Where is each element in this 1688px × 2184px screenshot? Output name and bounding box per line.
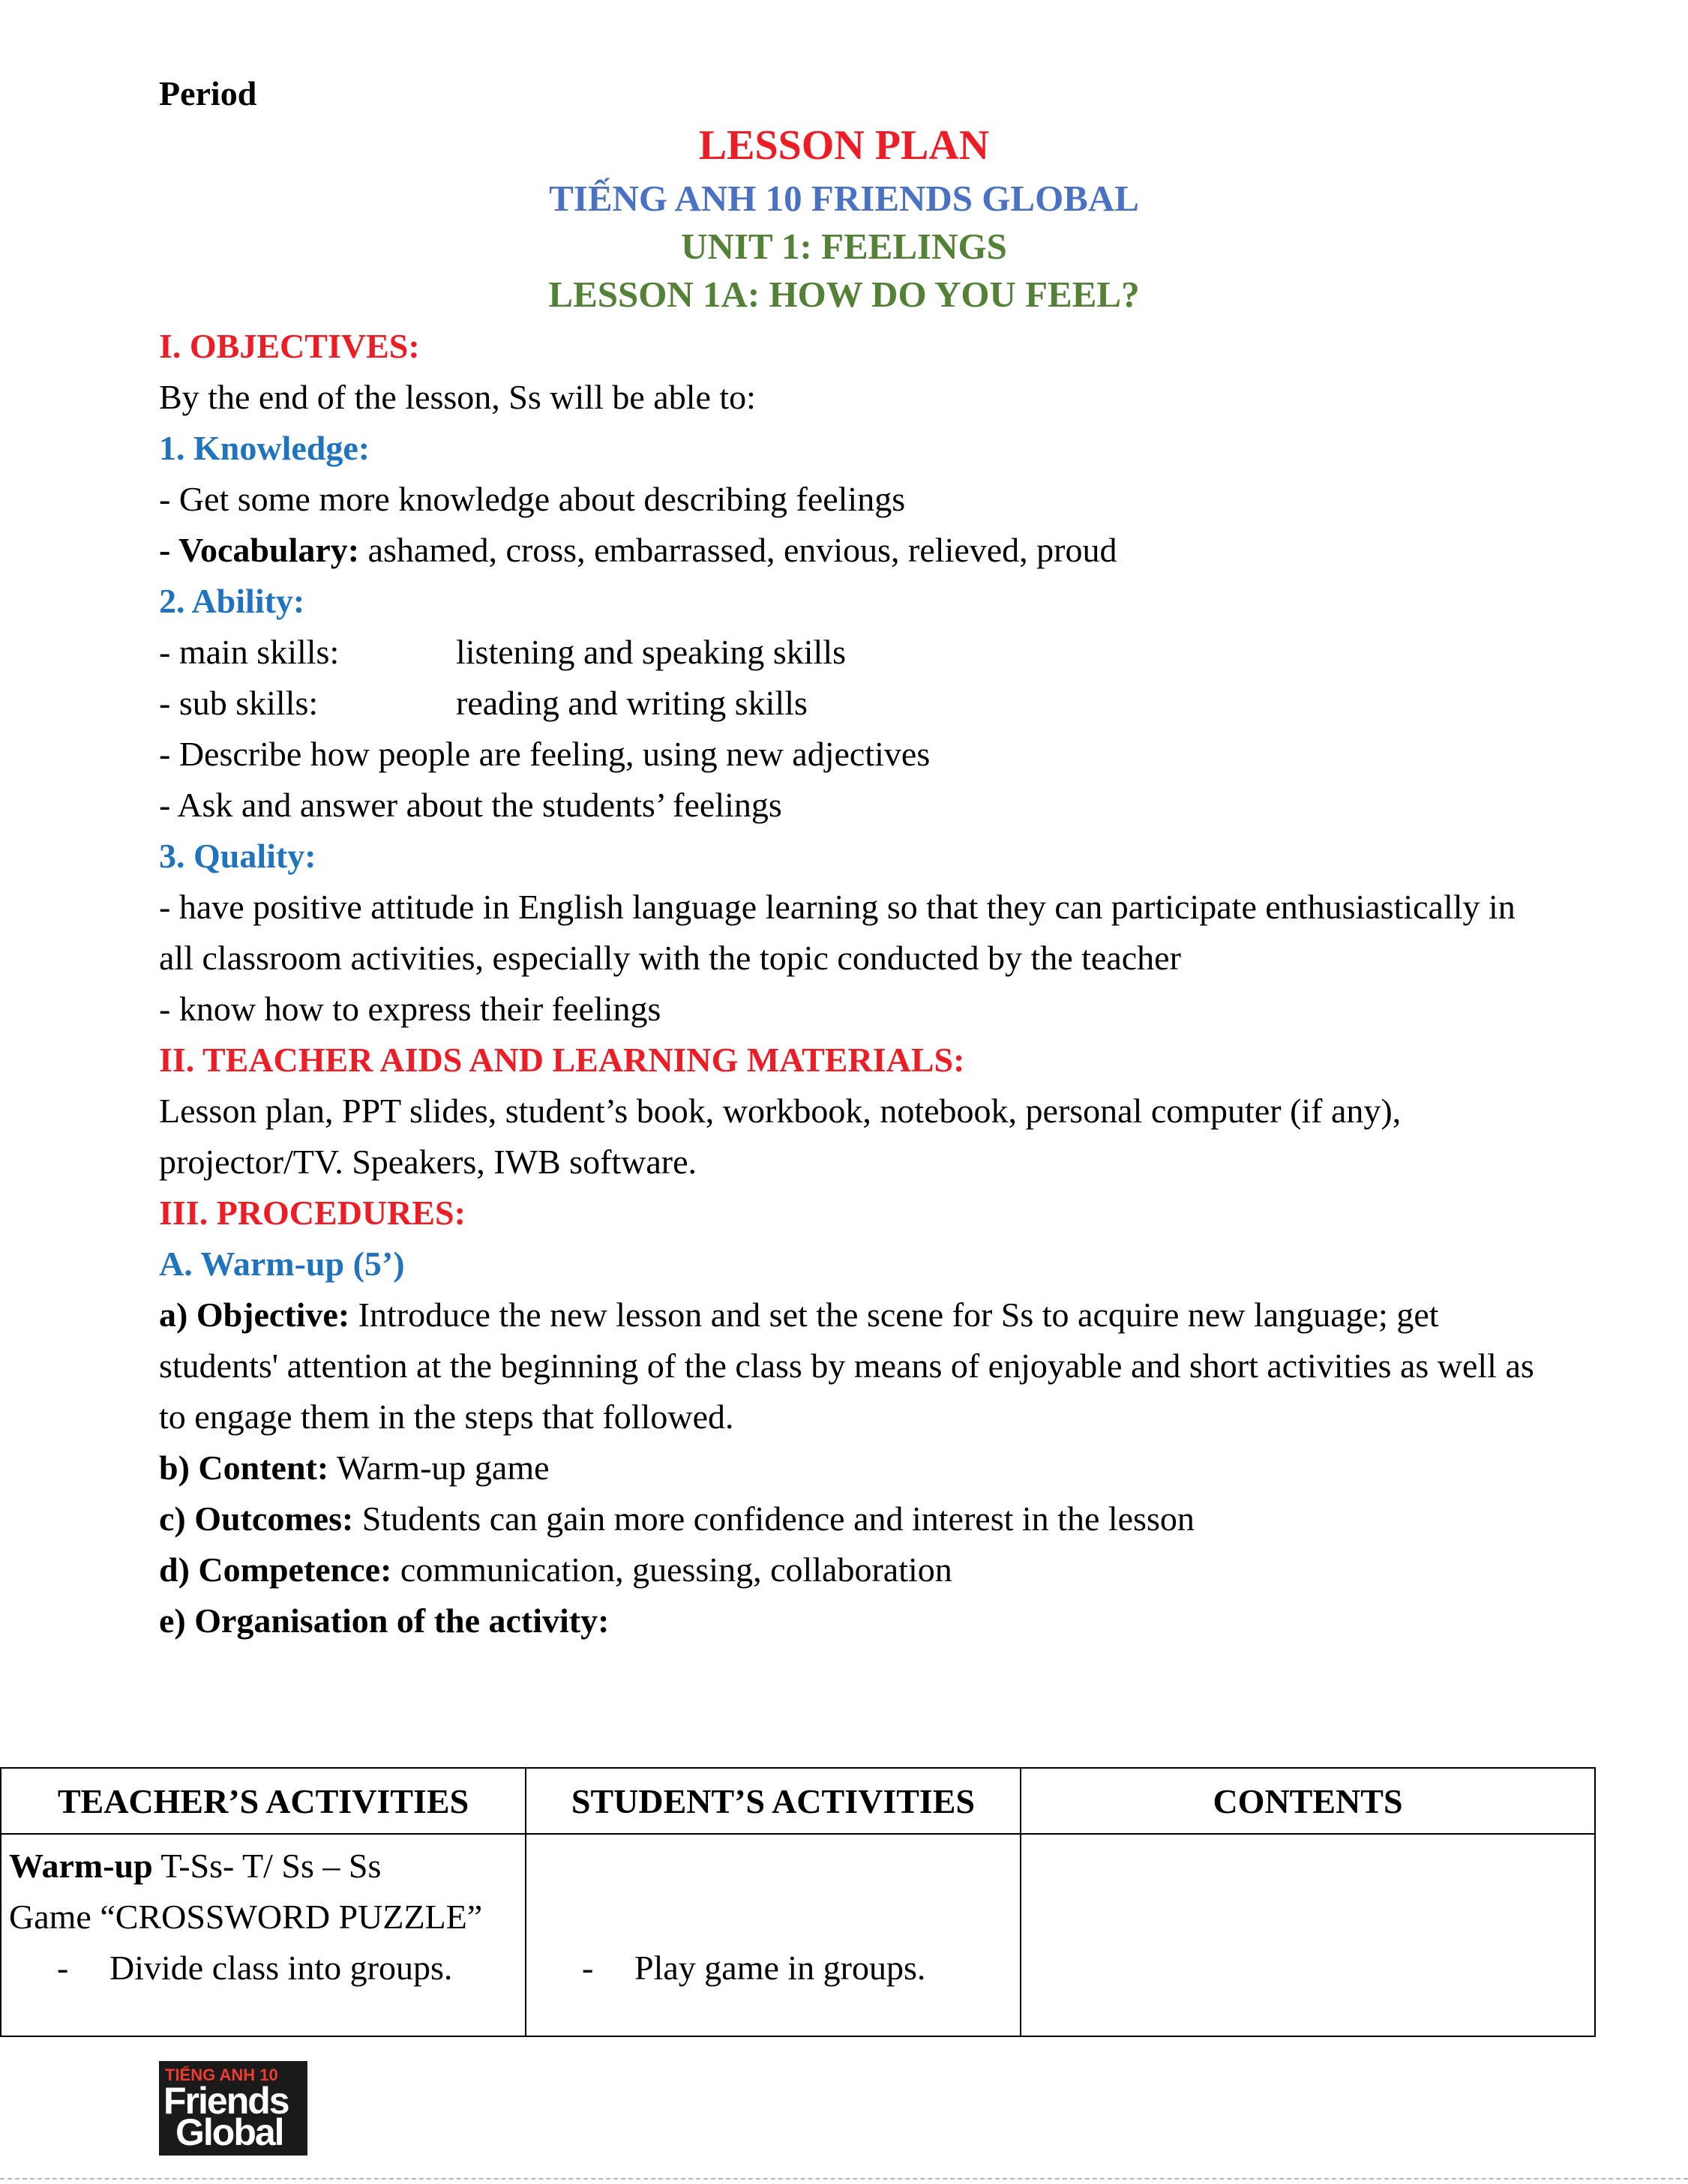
period-label: Period xyxy=(159,74,257,112)
teacher-game-line: Game “CROSSWORD PUZZLE” xyxy=(9,1898,483,1936)
student-bullet-text: Play game in groups. xyxy=(634,1949,926,1987)
teacher-bullet xyxy=(9,1943,517,1994)
teacher-line-1 xyxy=(9,1841,517,1892)
bullet-dash: - xyxy=(582,1949,594,1987)
ability-line-1: - Describe how people are feeling, using new adjectives xyxy=(159,735,931,773)
course-title: TIẾNG ANH 10 FRIENDS GLOBAL xyxy=(549,178,1139,219)
organisation-label: e) Organisation of the activity: xyxy=(159,1601,610,1640)
friends-global-logo xyxy=(159,2061,307,2156)
competence-label: d) Competence: xyxy=(159,1550,392,1589)
organisation-paragraph xyxy=(159,1595,1554,1646)
vocabulary-label: - Vocabulary: xyxy=(159,531,360,569)
teacher-mode-text: T-Ss- T/ Ss – Ss xyxy=(152,1847,382,1885)
knowledge-heading: 1. Knowledge: xyxy=(159,429,370,467)
teacher-activities-header: TEACHER’S ACTIVITIES xyxy=(1,1768,526,1834)
content-paragraph xyxy=(159,1443,1554,1493)
sub-skills-line xyxy=(159,678,1554,729)
quality-heading: 3. Quality: xyxy=(159,837,316,875)
bullet-dash: - xyxy=(57,1949,69,1987)
quality-line-2: - know how to express their feelings xyxy=(159,990,661,1028)
objective-label: a) Objective: xyxy=(159,1296,350,1334)
table-header-row xyxy=(1,1768,1595,1834)
vocabulary-text: ashamed, cross, embarrassed, envious, relieved, proud xyxy=(359,531,1117,569)
objectives-intro: By the end of the lesson, Ss will be able to: xyxy=(159,378,756,416)
competence-paragraph xyxy=(159,1544,1554,1595)
ability-line-2: - Ask and answer about the students’ feelings xyxy=(159,786,782,824)
lesson-plan-title: LESSON PLAN xyxy=(698,122,990,169)
objective-text: Introduce the new lesson and set the scene for Ss to acquire new language; get students' attention at the beginning of the class by means of enjoyable and short activities as well as to engage them in the steps that followed. xyxy=(159,1296,1534,1436)
vocabulary-line xyxy=(159,525,1554,576)
logo-course-text: TIẾNG ANH 10 xyxy=(165,2066,278,2084)
quality-line-1: - have positive attitude in English language learning so that they can participate enthusiastically in all classroom activities, especially with the topic conducted by the teacher xyxy=(159,888,1516,977)
main-skills-value: listening and speaking skills xyxy=(456,633,847,671)
lesson-body xyxy=(159,321,1554,1646)
logo-friends-text: Friends xyxy=(163,2080,289,2122)
warmup-heading: A. Warm-up (5’) xyxy=(159,1245,405,1283)
unit-title: UNIT 1: FEELINGS xyxy=(681,226,1007,267)
main-skills-label: - main skills: xyxy=(159,633,340,671)
contents-text xyxy=(1021,1835,1594,2036)
materials-heading: II. TEACHER AIDS AND LEARNING MATERIALS: xyxy=(159,1041,965,1079)
main-skills-line xyxy=(159,627,1554,678)
competence-text: communication, guessing, collaboration xyxy=(391,1550,952,1589)
teacher-bullet-text: Divide class into groups. xyxy=(109,1949,453,1987)
content-label: b) Content: xyxy=(159,1449,329,1487)
student-activities-cell xyxy=(526,1834,1021,2036)
outcomes-label: c) Outcomes: xyxy=(159,1499,354,1538)
objective-paragraph xyxy=(159,1290,1554,1443)
objectives-heading: I. OBJECTIVES: xyxy=(159,327,420,365)
lesson-title: LESSON 1A: HOW DO YOU FEEL? xyxy=(548,274,1140,315)
table-row xyxy=(1,1834,1595,2036)
sub-skills-label: - sub skills: xyxy=(159,684,319,722)
outcomes-paragraph xyxy=(159,1493,1554,1544)
knowledge-line: - Get some more knowledge about describing feelings xyxy=(159,480,906,518)
content-text: Warm-up game xyxy=(328,1449,550,1487)
student-activities-header: STUDENT’S ACTIVITIES xyxy=(526,1768,1021,1834)
outcomes-text: Students can gain more confidence and interest in the lesson xyxy=(353,1499,1195,1538)
procedures-heading: III. PROCEDURES: xyxy=(159,1194,466,1232)
warmup-label: Warm-up xyxy=(9,1847,153,1885)
contents-header: CONTENTS xyxy=(1021,1768,1595,1834)
teacher-activities-cell xyxy=(1,1834,526,2036)
student-bullet xyxy=(534,1943,1012,1994)
logo-global-text: Global xyxy=(175,2111,283,2153)
contents-cell xyxy=(1021,1834,1595,2036)
page-bottom-rule xyxy=(0,2178,1688,2180)
sub-skills-value: reading and writing skills xyxy=(456,684,808,722)
ability-heading: 2. Ability: xyxy=(159,582,305,620)
materials-text: Lesson plan, PPT slides, student’s book, workbook, notebook, personal computer (if any), projector/TV. Speakers, IWB software. xyxy=(159,1092,1402,1181)
activities-table xyxy=(0,1767,1596,2037)
